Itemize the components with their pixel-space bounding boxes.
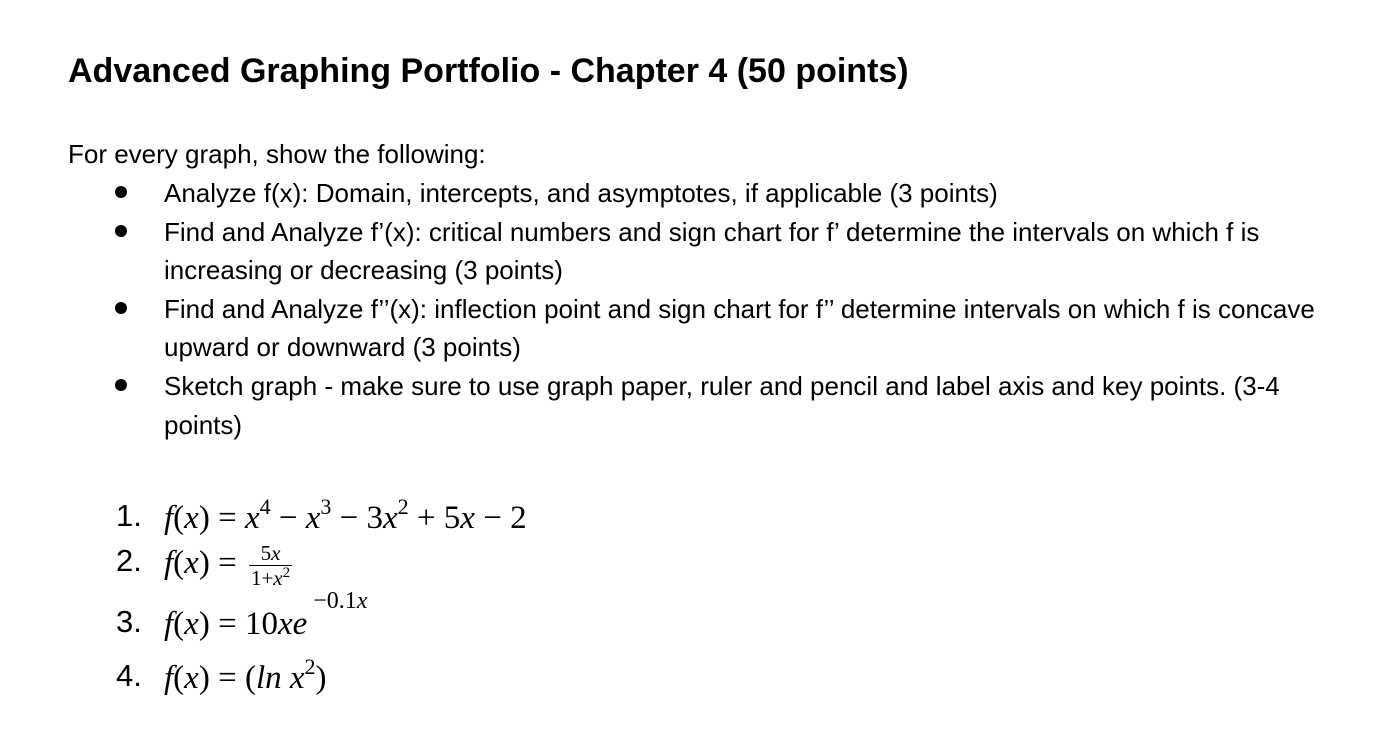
problem-equation: f(x) = $\frac{5x}{1+x^2}$ — [164, 541, 291, 590]
problem-equation: f(x) = (ln $x^2$) — [164, 654, 327, 696]
problem-2 — [0, 536, 900, 592]
problem-equation: $f(x) = 10xe^{-0.1x}$ — [164, 588, 368, 642]
problem-number: 3. — [116, 604, 142, 639]
intro-text: For every graph, show the following: — [68, 139, 486, 169]
requirements-list — [0, 174, 1374, 444]
problem-number: 1. — [116, 498, 142, 533]
problem-number: 4. — [116, 658, 142, 693]
list-item-text: Find and Analyze f’(x): critical numbers and sign chart for f’ determine the intervals on which f is increasing or decreasing (3 points) — [164, 216, 1260, 286]
bullet-icon — [115, 225, 127, 237]
bullet-icon — [115, 186, 127, 198]
page-title: Advanced Graphing Portfolio - Chapter 4 (50 points) — [68, 52, 909, 90]
problem-equation: $f(x) = x^4 - x^3 - 3x^2 + 5x - 2$ — [164, 494, 527, 536]
list-item-text: Sketch graph - make sure to use graph paper, ruler and pencil and label axis and key points. (3-4 points) — [164, 370, 1280, 440]
list-item — [0, 174, 1324, 213]
bullet-icon — [115, 302, 127, 314]
problem-number: 2. — [116, 543, 142, 578]
list-item — [0, 367, 1324, 444]
bullet-icon — [115, 379, 127, 391]
problem-4 — [0, 654, 900, 710]
list-item — [0, 290, 1324, 367]
fraction: $\frac{5x}{1+x^2}$ — [250, 541, 291, 590]
list-item-text: Find and Analyze f’’(x): inflection point and sign chart for f’’ determine intervals on which f is concave upward or downward (3 points) — [164, 293, 1315, 363]
list-item-text: Analyze f(x): Domain, intercepts, and asymptotes, if applicable (3 points) — [164, 178, 998, 208]
problem-3 — [0, 588, 900, 656]
list-item — [0, 213, 1324, 290]
